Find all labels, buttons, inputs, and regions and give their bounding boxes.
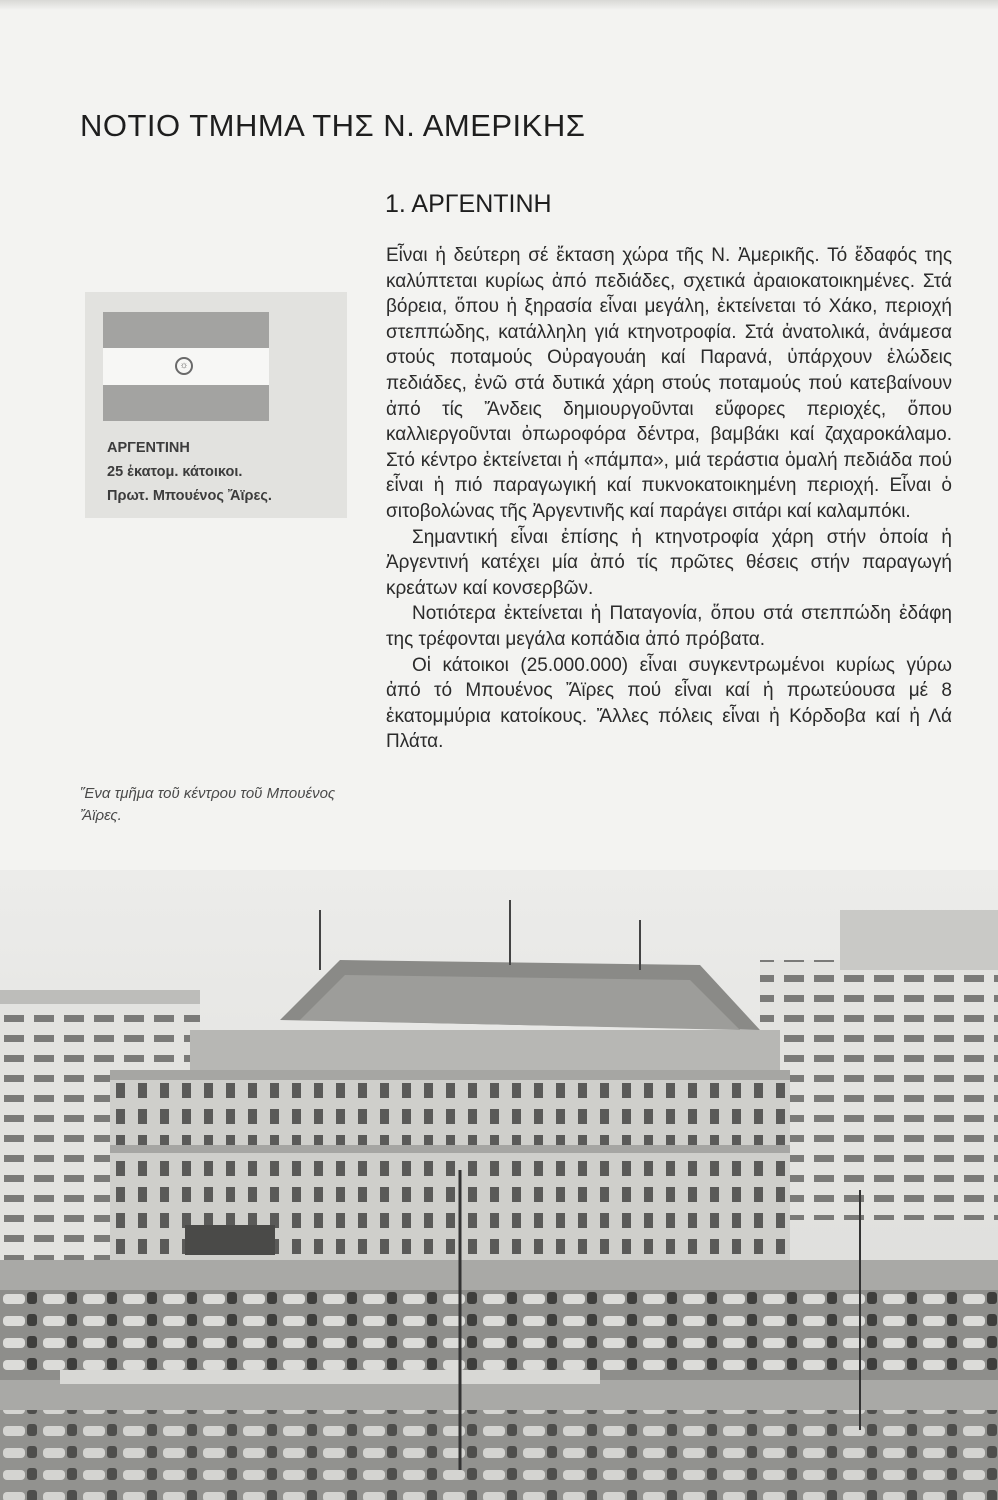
info-capital: Πρωτ. Μπουένος Ἄϊρες. [107, 488, 272, 504]
argentina-flag [103, 312, 269, 421]
country-info-box [85, 292, 347, 518]
paragraph: Σημαντική εἶναι ἐπίσης ἡ κτηνοτροφία χάρη στήν ὁποία ἡ Ἀργεντινή κατέχει μία ἀπό τίς πρῶτες θέσεις στήν παραγωγή κρεάτων καί κονσερβῶν. [386, 526, 952, 599]
section-title: ΝΟΤΙΟ ΤΜΗΜΑ ΤΗΣ Ν. ΑΜΕΡΙΚΗΣ [80, 108, 586, 143]
paragraph: Νοτιότερα ἐκτείνεται ἡ Παταγονία, ὅπου στά στεππώδη ἐδάφη της τρέφονται μεγάλα κοπάδια ἀπό πρόβατα. [386, 603, 952, 650]
photo-caption: Ἕνα τμῆμα τοῦ κέντρου τοῦ Μπουένος Ἄϊρες. [80, 785, 336, 824]
paragraph: Εἶναι ἡ δεύτερη σέ ἔκταση χώρα τῆς Ν. Ἀμερικῆς. Τό ἔδαφός της καλύπτεται κυρίως ἀπό πεδιάδες, σχετικά ἀραιοκατοικημένες. Στά βόρεια, ὅπου ἡ ξηρασία εἶναι μεγάλη, ἐκτείνεται τό Χάκο, περιοχή στεππώδης, κατάλληλη γιά κτηνοτροφία. Στά ἀνατολικά, ἀνάμεσα στούς ποταμούς Οὐραγουάη καί Παρανά, ὑπάρχουν ἑλώδεις πεδιάδες, ἐνῶ στά δυτικά χάρη στούς ποταμούς πού κατεβαίνουν ἀπό τίς Ἄνδεις δημιουργοῦνται εὔφορες περιοχές, ὅπου καλλιεργοῦνται ὀπωροφόρα δέντρα, βαμβάκι καί ζαχαροκάλαμο. Στό κέντρο ἐκτείνεται ἡ «πάμπα», μιά τεράστια ὁμαλή πεδιάδα πού εἶναι ἡ πιό παραγωγική καί πυκνοκατοικημένη περιοχή. Εἶναι ὁ σιτοβολώνας τῆς Ἀργεντινῆς καί παράγει σιτάρι καί καλαμπόκι. [386, 245, 952, 522]
page-top-edge [0, 0, 998, 10]
info-population: 25 ἑκατομ. κάτοικοι. [107, 464, 243, 480]
sun-of-may-icon: ☼ [175, 357, 193, 375]
country-heading: 1. ΑΡΓΕΝΤΙΝΗ [385, 190, 552, 218]
paragraph: Οἱ κάτοικοι (25.000.000) εἶναι συγκεντρωμένοι κυρίως γύρω ἀπό τό Μπουένος Ἄϊρες πού εἶναι καί ἡ πρωτεύουσα μέ 8 ἑκατομμύρια κατοίκους. Ἄλλες πόλεις εἶναι ἡ Κόρδοβα καί ἡ Λά Πλάτα. [386, 654, 952, 753]
flag-bottom-stripe [103, 385, 269, 421]
article-body [386, 243, 952, 755]
info-country-name: ΑΡΓΕΝΤΙΝΗ [107, 440, 190, 456]
flag-top-stripe [103, 312, 269, 348]
buenos-aires-photo [0, 870, 998, 1500]
